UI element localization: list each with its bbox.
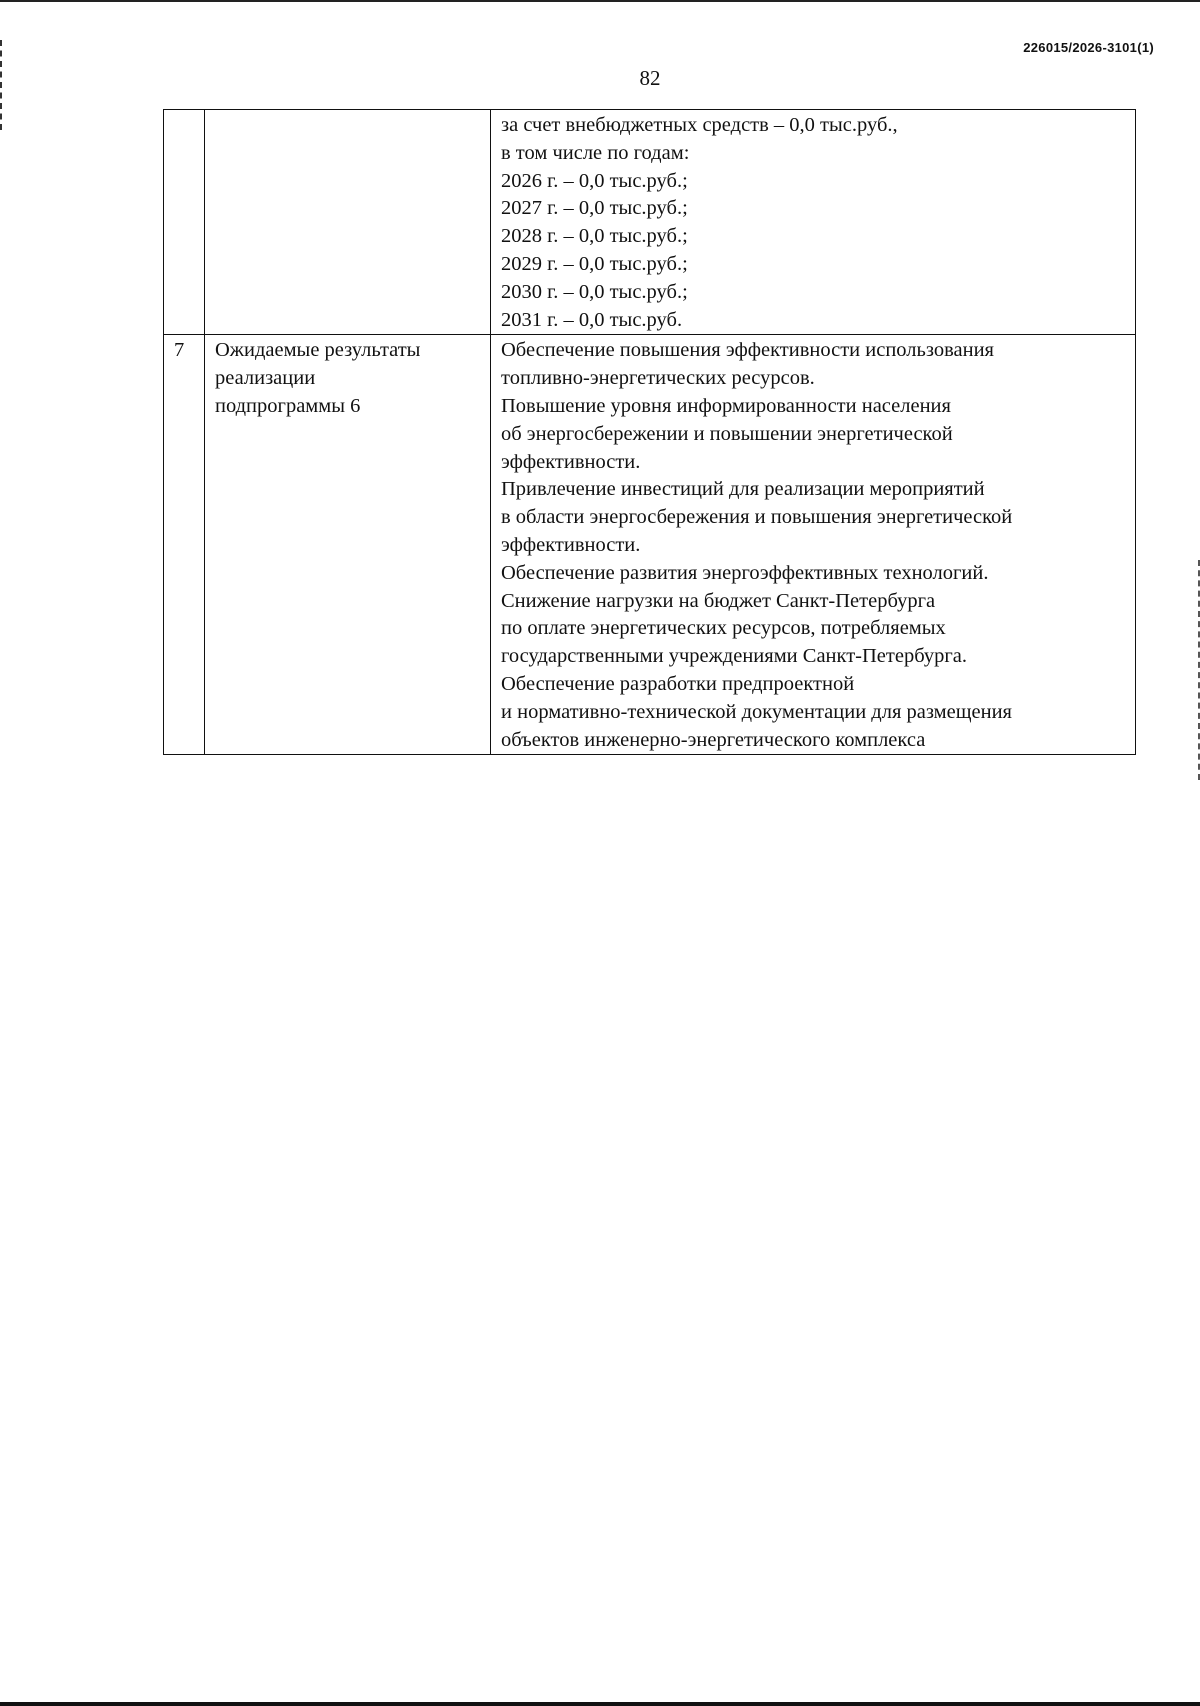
row-content-line: государственными учреждениями Санкт-Петербурга. — [501, 645, 967, 668]
row-content-line: 2031 г. – 0,0 тыс.руб. — [501, 308, 683, 331]
row-number: 7 — [174, 339, 185, 362]
row-content-line: в том числе по годам: — [501, 141, 690, 164]
row-content-cell — [491, 335, 1136, 755]
row-content-line: Обеспечение повышения эффективности использования — [501, 339, 994, 362]
row-content-line: 2029 г. – 0,0 тыс.руб.; — [501, 252, 688, 275]
row-content-line: 2030 г. – 0,0 тыс.руб.; — [501, 280, 688, 303]
row-content-line: топливно-энергетических ресурсов. — [501, 367, 815, 390]
row-content-line: 2027 г. – 0,0 тыс.руб.; — [501, 197, 688, 220]
scan-top-border — [0, 0, 1200, 2]
row-content-line: Снижение нагрузки на бюджет Санкт-Петербурга — [501, 589, 936, 612]
row-label-line: реализации — [215, 367, 316, 390]
table-body — [164, 110, 1136, 755]
row-content-line: эффективности. — [501, 450, 641, 473]
row-content-line: об энергосбережении и повышении энергетической — [501, 422, 953, 445]
scan-bottom-border — [0, 1702, 1200, 1706]
row-content-cell — [491, 110, 1136, 335]
row-content-line: объектов инженерно-энергетического комплекса — [501, 728, 926, 751]
row-label-cell — [205, 110, 491, 335]
table-row — [164, 335, 1136, 755]
row-label-cell — [205, 335, 491, 755]
row-content-line: и нормативно-технической документации для размещения — [501, 700, 1012, 723]
row-content-line: Повышение уровня информированности населения — [501, 394, 951, 417]
scan-edge-marks-right — [1195, 560, 1200, 780]
table-row — [164, 110, 1136, 335]
row-content-line: 2028 г. – 0,0 тыс.руб.; — [501, 225, 688, 248]
row-number-cell — [164, 335, 205, 755]
row-content-line: в области энергосбережения и повышения энергетической — [501, 506, 1013, 529]
subprogram-passport-table — [163, 109, 1136, 755]
row-content-line: по оплате энергетических ресурсов, потребляемых — [501, 617, 946, 640]
row-content-line: за счет внебюджетных средств – 0,0 тыс.руб., — [501, 114, 898, 136]
row-label-line: подпрограммы 6 — [215, 394, 361, 417]
row-label-line: Ожидаемые результаты — [215, 339, 421, 362]
row-content-line: эффективности. — [501, 533, 641, 556]
row-number-cell — [164, 110, 205, 335]
row-content-line: Привлечение инвестиций для реализации мероприятий — [501, 478, 985, 501]
page-number: 82 — [639, 66, 661, 90]
row-content-line: 2026 г. – 0,0 тыс.руб.; — [501, 169, 688, 192]
row-content-line: Обеспечение разработки предпроектной — [501, 672, 855, 695]
document-registration-number: 226015/2026-3101(1) — [1023, 40, 1154, 55]
row-content-line: Обеспечение развития энергоэффективных технологий. — [501, 561, 989, 584]
